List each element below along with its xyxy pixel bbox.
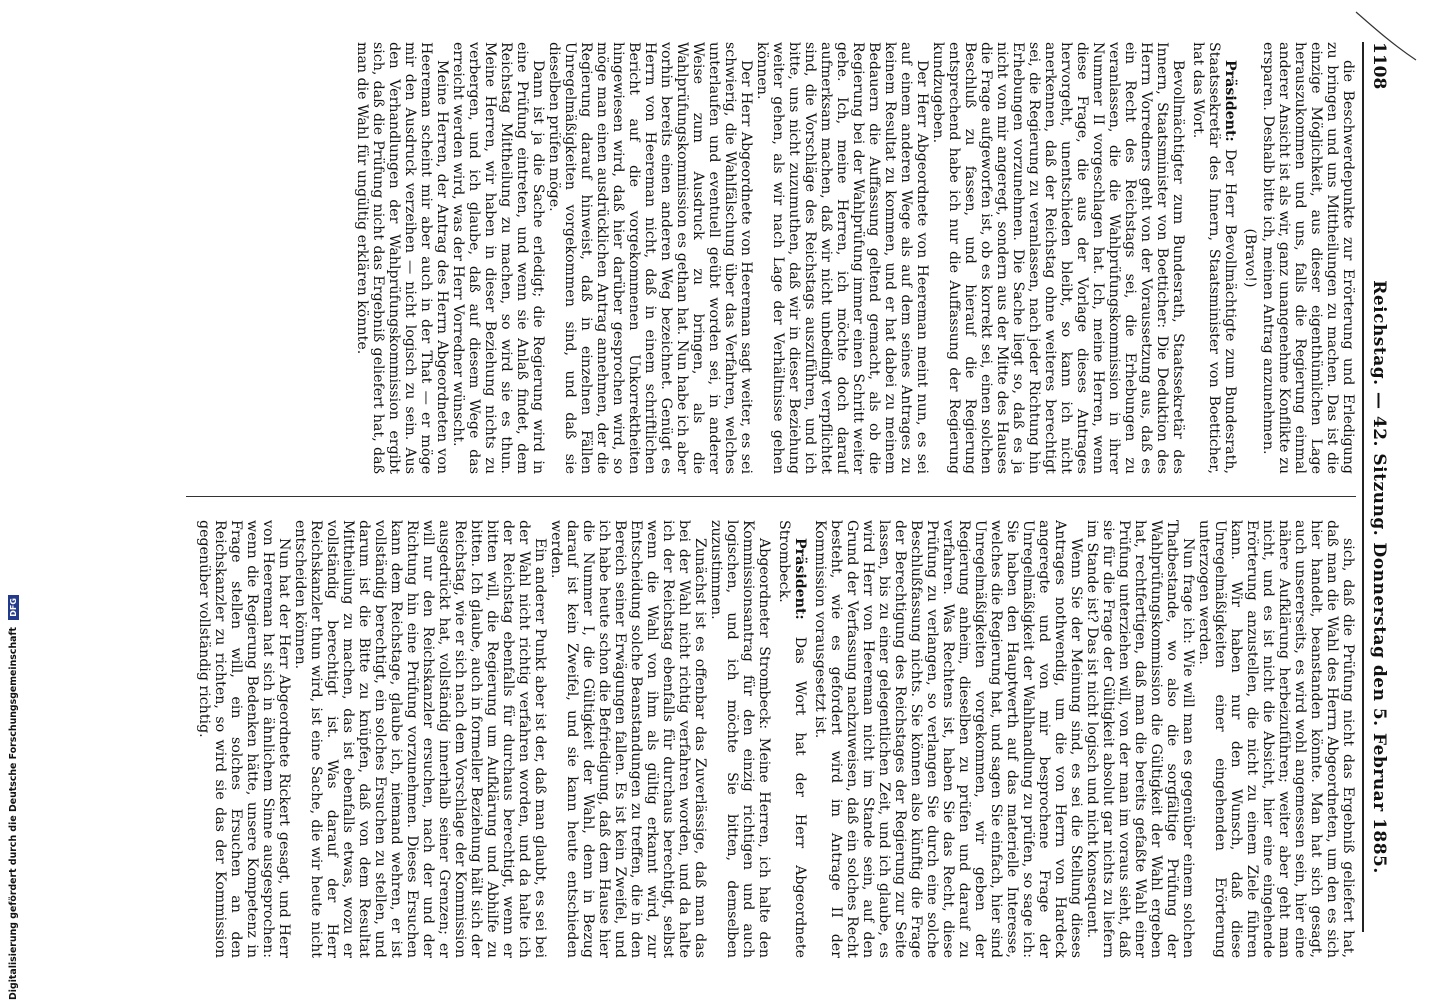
speaker-label: Präsident: <box>792 538 808 620</box>
header-rule <box>1362 42 1364 932</box>
paragraph <box>930 42 1186 474</box>
paragraph <box>450 42 546 474</box>
paragraph <box>1260 42 1356 474</box>
paragraph <box>1190 42 1238 474</box>
paragraph-text: die Beschwerdepunkte zur Erörterung und Erledigung zu bringen und uns Mittheilungen zu machen. Das ist die einzige Möglichkeit, aus dieser eigenthümlichen Lage herauszukommen und uns, falls die Regierung einmal anderer Ansicht ist als wir, ganz unangenehme Konflikte zu ersparen. Deshalb bitte ich, meinen Antrag anzunehmen. <box>1260 42 1356 474</box>
paragraph-text: Dann ist ja die Sache erledigt; die Regierung wird in eine Prüfung eintreten, und wenn sie Anlaß findet, dem Reichstag Mittheilung zu machen, so wird sie es thun. Meine Herren, wir haben in dieser Beziehung nichts zu verbergen, und ich glaube, daß auf diesem Wege das erreicht werden wird, was der Herr Vorredner wünscht. <box>450 42 546 474</box>
footer-credit <box>0 0 28 1000</box>
paragraph-text: Nun frage ich: Wie will man es gegenüber einem solchen Thatbestande, wo also die sorgfältige Prüfung der Wahlprüfungskommission die Gültigkeit der Wahl ergeben hat, rechtfertigen, daß man die bereits gefaßte Wahl einer Prüfung unterziehen will, von der man im voraus sieht, daß sie für die Frage der Gültigkeit absolut gar nichts zu liefern im Stande ist? Das ist nicht logisch und nicht konsequent. <box>1084 520 1196 958</box>
paragraph <box>1084 520 1196 958</box>
speaker-label: Präsident: <box>1222 60 1238 142</box>
paragraph-text: Nun hat der Herr Abgeordnete Rickert gesagt, und Herr von Heereman hat sich in ähnlichem Sinne ausgesprochen: wenn die Regierung Bedenken hätte, unsere Kompetenz in Frage stellen will, ein solches Ersuchen an den Reichskanzler zu richten, so wird sie das der Kommission gegenüber vollständig richtig. <box>196 520 292 958</box>
paragraph-text: Der Herr Bevollmächtigte zum Bundesrath, Staatssekretär des Innern, Staatsminister von Boetticher, hat das Wort. <box>1190 42 1238 474</box>
paragraph-text: Das Wort hat der Herr Abgeordnete Strombeck. <box>776 520 808 958</box>
paragraph <box>776 520 808 958</box>
paragraph <box>354 42 450 474</box>
paragraph-text: Meine Herren, der Antrag des Herrn Abgeordneten von Heereman scheint mir aber auch in der That — er möge mir den Ausdruck verzeihen — nicht logisch zu sein. Aus den Verhandlungen der Wahlprüfungskommission ergibt sich, daß die Prüfung nicht das Ergebniß geliefert hat, daß man die Wahl für ungültig erklären könnte. <box>354 42 450 474</box>
paragraph <box>754 42 930 474</box>
paragraph-text: Bevollmächtigter zum Bundesrath, Staatssekretär des Innern, Staatsminister von Boetticher: Die Deduktion des Herrn Vorredners geht von der Voraussetzung aus, daß es ein Recht des Reichstags sei, die Erhebungen zu veranlassen, die die Wahlprüfungskommission in ihrer Nummer II vorgeschlagen hat. Ich, meine Herren, wenn diese Frage, die aus der Vorlage dieses Antrages hervorgeht, unentschieden bleibt, so kann ich nicht anerkennen, daß der Reichstag ohne weiteres berechtigt sei, die Regierung zu veranlassen, nach jeder Richtung hin Erhebungen vorzunehmen. Die Sache liegt so, daß es ja nicht von mir angeregt, sondern aus der Mitte des Hauses die Frage aufgeworfen ist, ob es korrekt sei, einen solchen Beschluß zu fassen, und hierauf die Regierung entsprechend habe ich nur die Auffassung der Regierung kundzugeben. <box>930 42 1186 474</box>
paragraph-text: Abgeordneter Strombeck: Meine Herren, ich halte den Kommissionsantrag für den einzig richtigen und auch logischen, und ich möchte Sie bitten, demselben zuzustimmen. <box>708 520 772 958</box>
paragraph-text: Ein anderer Punkt aber ist der, daß man glaubt, es sei bei der Wahl nicht richtig verfahren worden, und da halte ich der Reichstag ebenfalls für durchaus berechtigt, wenn er bitten will, die Regierung um Aufklärung und Abhilfe zu bitten. Ich glaube, auch in formeller Beziehung hält sich der Reichstag, wie er sich nach dem Vorschlage der Kommission ausgedrückt hat, vollständig innerhalb seiner Grenzen; er will nur den Reichskanzler ersuchen, nach der und der Richtung hin eine Prüfung vorzunehmen. Dieses Ersuchen kann dem Reichstage, glaube ich, niemand wehren, er ist vollständig berechtigt, ein solches Ersuchen zu stellen, und darum ist die Bitte zu knüpfen, daß von dem Resultat Mittheilung zu machen, das ist ebenfalls etwas, wozu er vollständig berechtigt ist. Was darauf der Herr Reichskanzler thun wird, ist eine Sache, die wir heute nicht entscheiden können. <box>292 520 548 958</box>
paragraph <box>708 520 772 958</box>
page-title: Reichstag. — 42. Sitzung. Donnerstag den 5. Februar 1885. <box>1369 280 1389 874</box>
page-header <box>1368 42 1390 932</box>
dfg-logo: DFG <box>8 595 19 620</box>
paragraph <box>812 520 1084 958</box>
column-divider <box>186 496 1356 497</box>
paragraph <box>196 520 292 958</box>
paragraph-text: sich, daß die Prüfung nicht das Ergebniß geliefert hat, daß man die Wahl des Herrn Abgeordneten, um den es sich hier handelt, beanstanden könnte. Man hat sich gesagt, auch unsererseits, es wird wohl angemessen sein, hier eine nähere Aufklärung herbeizuführen; weiter aber geht man nicht, und es ist nicht die Absicht, hier eine eingehende Erörterung anzustellen, die nicht zu einem Ziele führen kann. Wir haben nur den Wunsch, daß diese Unregelmäßigkeiten einer eingehenden Erörterung unterzogen werden. <box>1196 520 1356 958</box>
paragraph <box>292 520 548 958</box>
right-column <box>186 520 1356 958</box>
paragraph <box>1242 42 1258 474</box>
footer-text: Digitalisierung gefördert durch die Deutsche Forschungsgemeinschaft <box>8 626 19 1000</box>
left-column <box>186 42 1356 474</box>
paragraph-text: Der Herr Abgeordnete von Heereman meint nun, es sei auf einem anderen Wege als auf dem seines Antrages zu keinem Resultat zu kommen, und er hat dabei zu meinem Bedauern die Auffassung geltend gemacht, als ob die Regierung bei der Wahlprüfung immer einen Schritt weiter gehe. Ich, meine Herren, ich möchte doch darauf aufmerksam machen, daß wir nicht unbedingt verpflichtet sind, die Vorschläge des Reichstags auszuführen, und ich bitte, uns nicht zuzumuthen, daß wir in dieser Beziehung weiter gehen, als wir nach Lage der Verhältnisse gehen können. <box>754 42 930 474</box>
paragraph-text: Zunächst ist es offenbar das Zuverlässige, daß man das bei der Wahl nicht richtig verfahren worden, und da halte ich der Reichstag ebenfalls für durchaus berechtigt, selbst wenn die Wahl von ihm als gültig erkannt wird, zur Entscheidung solche Beanstandungen zu treffen, die in den Bereich seiner Erwägungen fallen. Es ist kein Zweifel, und ich habe heute schon die Befriedigung, daß dem Hause hier die Nummer I, die Gültigkeit der Wahl, denn in Bezug darauf ist kein Zweifel, und sie kann heute entschieden werden. <box>548 520 708 958</box>
paragraph-text: (Bravo!) <box>1242 228 1258 288</box>
pen-stroke-mark <box>1352 6 1422 66</box>
paragraph <box>548 520 708 958</box>
paragraph-text: Der Herr Abgeordnete von Heereman sagt weiter, es sei schwierig, die Wahlfälschung über das Verfahren, welches unterlaufen und eventuell geübt worden sei, in anderer Weise zum Ausdruck zu bringen, als die Wahlprüfungskommission es gethan hat. Nun habe ich aber vorhin bereits einen anderen Weg bezeichnet. Genügt es Herrn von Heereman nicht, daß in einem schriftlichen Bericht auf die vorgekommenen Unkorrektheiten hingewiesen wird, daß hier darüber gesprochen wird, so möge man einen ausdrücklichen Antrag annehmen, der die Regierung darauf hinweist, daß in einzelnen Fällen Unregelmäßigkeiten vorgekommen sind, und daß sie dieselben prüfen möge. <box>546 42 754 474</box>
paragraph <box>1196 520 1356 958</box>
paragraph-text: Wenn Sie der Meinung sind, es sei die Stellung dieses Antrages nothwendig, um die von Herrn von Hardeck angeregte und von mir besprochene Frage der Unregelmäßigkeit der Wahlhandlung zu prüfen, so sage ich: Sie haben den Hauptwerth auf das materielle Interesse, welches die Regierung hat, und sagen Sie einfach, hier sind Unregelmäßigkeiten vorgekommen, wir geben der Regierung anheim, dieselben zu prüfen und darauf zu verfahren. Was Rechtens ist, haben Sie das Recht, diese Prüfung zu verlangen, so verlangen Sie durch eine solche Beschlußfassung nichts. Sie können also künftig die Frage der Berechtigung des Reichstages der Regierung zur Seite lassen, bis zu einer gelegentlichen Zeit, und ich glaube, es wird Herr von Heereman nicht im Stande sein, auf den Grund der Verfassung nachzuweisen, daß ein solches Recht besteht, wie es gefordert wird im Antrage II der Kommission vorausgesetzt ist. <box>812 520 1084 958</box>
paragraph <box>546 42 754 474</box>
page-number: 1108 <box>1369 42 1389 90</box>
